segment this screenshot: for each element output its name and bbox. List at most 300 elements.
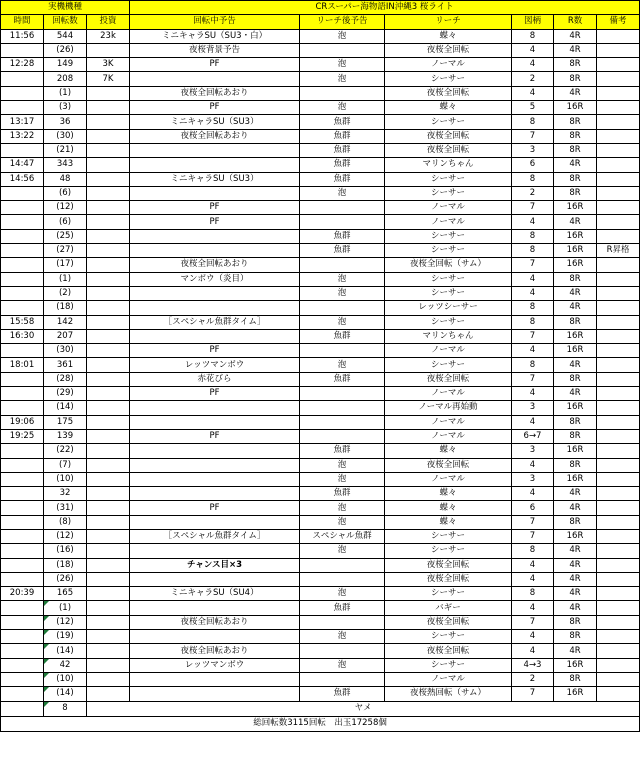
- cell-symbol: 4: [512, 43, 554, 57]
- table-row: [1, 286, 640, 300]
- table-row: [1, 630, 640, 644]
- cell-reach: ノーマル再始動: [385, 401, 512, 415]
- cell-rounds: 16R: [554, 329, 597, 343]
- cell-time: 12:28: [1, 58, 44, 72]
- cell-notice: [130, 687, 300, 701]
- cell-reach: シーサー: [385, 115, 512, 129]
- cell-symbol: 2: [512, 672, 554, 686]
- cell-spins: 149: [44, 58, 87, 72]
- cell-symbol: 4: [512, 86, 554, 100]
- machine-label: 実機機種: [1, 1, 130, 15]
- cell-notice: PF: [130, 58, 300, 72]
- cell-invest: [87, 272, 130, 286]
- cell-symbol: 6→7: [512, 429, 554, 443]
- cell-time: [1, 544, 44, 558]
- cell-reach: マリンちゃん: [385, 158, 512, 172]
- cell-spins: (22): [44, 444, 87, 458]
- table-row: [1, 558, 640, 572]
- cell-symbol: 8: [512, 544, 554, 558]
- cell-rounds: 16R: [554, 101, 597, 115]
- cell-rounds: 16R: [554, 472, 597, 486]
- cell-time: [1, 687, 44, 701]
- cell-note: [597, 630, 640, 644]
- table-row: [1, 186, 640, 200]
- cell-spins: (29): [44, 387, 87, 401]
- cell-rounds: 4R: [554, 601, 597, 615]
- cell-symbol: 8: [512, 244, 554, 258]
- cell-after-reach: 泡: [300, 544, 385, 558]
- cell-spins: (16): [44, 544, 87, 558]
- cell-time: 13:22: [1, 129, 44, 143]
- cell-invest: [87, 301, 130, 315]
- cell-invest: [87, 472, 130, 486]
- cell-reach: ノーマル: [385, 58, 512, 72]
- table-row: [1, 301, 640, 315]
- cell-invest: [87, 43, 130, 57]
- cell-spins: 544: [44, 29, 87, 43]
- column-header-row: [1, 15, 640, 29]
- cell-notice: [130, 458, 300, 472]
- cell-invest: [87, 129, 130, 143]
- table-row: [1, 615, 640, 629]
- cell-time: [1, 186, 44, 200]
- cell-time: [1, 72, 44, 86]
- cell-spins: 165: [44, 587, 87, 601]
- cell-spins: (30): [44, 344, 87, 358]
- cell-notice: [130, 672, 300, 686]
- cell-symbol: 4: [512, 272, 554, 286]
- cell-after-reach: 泡: [300, 458, 385, 472]
- cell-notice: [130, 401, 300, 415]
- table-row: [1, 544, 640, 558]
- cell-reach: 蝶々: [385, 444, 512, 458]
- col-rounds: R数: [554, 15, 597, 29]
- cell-symbol: 3: [512, 143, 554, 157]
- cell-notice: レッツマンボウ: [130, 658, 300, 672]
- cell-reach: 蝶々: [385, 487, 512, 501]
- cell-spins: 208: [44, 72, 87, 86]
- cell-note: [597, 615, 640, 629]
- cell-reach: シーサー: [385, 172, 512, 186]
- cell-reach: シーサー: [385, 272, 512, 286]
- table-row: [1, 444, 640, 458]
- cell-after-reach: [300, 43, 385, 57]
- cell-invest: [87, 186, 130, 200]
- cell-rounds: 4R: [554, 215, 597, 229]
- cell-spins: (1): [44, 272, 87, 286]
- cell-invest: [87, 372, 130, 386]
- table-row: [1, 372, 640, 386]
- cell-invest: [87, 644, 130, 658]
- cell-rounds: 8R: [554, 429, 597, 443]
- table-row: [1, 143, 640, 157]
- cell-symbol: 7: [512, 615, 554, 629]
- table-row: [1, 458, 640, 472]
- cell-spins: 36: [44, 115, 87, 129]
- cell-notice: ミニキャラSU（SU3・白）: [130, 29, 300, 43]
- cell-after-reach: 泡: [300, 58, 385, 72]
- cell-note: [597, 344, 640, 358]
- cell-rounds: 8R: [554, 172, 597, 186]
- cell-time: [1, 372, 44, 386]
- cell-rounds: 4R: [554, 544, 597, 558]
- cell-time: 14:56: [1, 172, 44, 186]
- cell-spins: (12): [44, 201, 87, 215]
- cell-after-reach: [300, 644, 385, 658]
- cell-notice: ［スペシャル魚群タイム］: [130, 529, 300, 543]
- cell-spins: (21): [44, 143, 87, 157]
- cell-symbol: 4: [512, 572, 554, 586]
- cell-notice: [130, 329, 300, 343]
- cell-note: [597, 529, 640, 543]
- cell-rounds: 16R: [554, 258, 597, 272]
- cell-rounds: 16R: [554, 401, 597, 415]
- cell-reach: シーサー: [385, 229, 512, 243]
- cell-spins: (10): [44, 472, 87, 486]
- cell-note: [597, 258, 640, 272]
- cell-after-reach: 泡: [300, 72, 385, 86]
- cell-reach: シーサー: [385, 244, 512, 258]
- cell-note: [597, 272, 640, 286]
- cell-rounds: 16R: [554, 344, 597, 358]
- final-spins: 8: [44, 701, 87, 716]
- cell-note: [597, 401, 640, 415]
- cell-notice: [130, 244, 300, 258]
- cell-time: [1, 515, 44, 529]
- col-spins: 回転数: [44, 15, 87, 29]
- cell-symbol: 4: [512, 630, 554, 644]
- cell-invest: [87, 572, 130, 586]
- cell-note: [597, 329, 640, 343]
- cell-symbol: 4: [512, 458, 554, 472]
- cell-spins: (17): [44, 258, 87, 272]
- cell-note: [597, 387, 640, 401]
- col-invest: 投資: [87, 15, 130, 29]
- cell-invest: [87, 515, 130, 529]
- cell-after-reach: [300, 387, 385, 401]
- cell-after-reach: 泡: [300, 658, 385, 672]
- cell-note: [597, 444, 640, 458]
- cell-time: [1, 501, 44, 515]
- table-row: [1, 172, 640, 186]
- cell-reach: ノーマル: [385, 429, 512, 443]
- cell-invest: [87, 501, 130, 515]
- cell-spins: (31): [44, 501, 87, 515]
- table-row: [1, 115, 640, 129]
- table-row: [1, 515, 640, 529]
- col-after-reach: リーチ後予告: [300, 15, 385, 29]
- cell-time: [1, 244, 44, 258]
- cell-rounds: 8R: [554, 129, 597, 143]
- cell-time: [1, 487, 44, 501]
- cell-reach: ノーマル: [385, 387, 512, 401]
- cell-time: [1, 101, 44, 115]
- cell-note: [597, 315, 640, 329]
- cell-rounds: 8R: [554, 615, 597, 629]
- cell-rounds: 8R: [554, 415, 597, 429]
- cell-time: [1, 572, 44, 586]
- cell-spins: (28): [44, 372, 87, 386]
- cell-after-reach: [300, 429, 385, 443]
- table-row: [1, 429, 640, 443]
- cell-time: [1, 387, 44, 401]
- cell-symbol: 5: [512, 101, 554, 115]
- cell-reach: 夜桜全回転: [385, 458, 512, 472]
- cell-time: 16:30: [1, 329, 44, 343]
- cell-time: [1, 272, 44, 286]
- cell-symbol: 8: [512, 358, 554, 372]
- cell-time: [1, 86, 44, 100]
- cell-after-reach: 泡: [300, 501, 385, 515]
- table-row: [1, 415, 640, 429]
- table-row: [1, 329, 640, 343]
- cell-invest: [87, 529, 130, 543]
- cell-after-reach: 泡: [300, 186, 385, 200]
- cell-symbol: 3: [512, 472, 554, 486]
- cell-spins: (10): [44, 672, 87, 686]
- cell-symbol: 8: [512, 229, 554, 243]
- cell-time: [1, 43, 44, 57]
- cell-after-reach: [300, 401, 385, 415]
- cell-rounds: 8R: [554, 72, 597, 86]
- cell-time: [1, 201, 44, 215]
- cell-note: [597, 644, 640, 658]
- cell-notice: [130, 572, 300, 586]
- cell-notice: PF: [130, 344, 300, 358]
- cell-spins: 32: [44, 487, 87, 501]
- cell-note: [597, 587, 640, 601]
- cell-rounds: 16R: [554, 658, 597, 672]
- cell-rounds: 8R: [554, 186, 597, 200]
- cell-after-reach: 泡: [300, 472, 385, 486]
- cell-after-reach: [300, 201, 385, 215]
- cell-spins: 142: [44, 315, 87, 329]
- cell-rounds: 16R: [554, 244, 597, 258]
- table-row: [1, 472, 640, 486]
- cell-notice: [130, 186, 300, 200]
- cell-after-reach: スペシャル魚群: [300, 529, 385, 543]
- cell-invest: [87, 244, 130, 258]
- cell-after-reach: 魚群: [300, 115, 385, 129]
- cell-notice: [130, 444, 300, 458]
- cell-reach: マリンちゃん: [385, 329, 512, 343]
- table-row: [1, 272, 640, 286]
- cell-time: [1, 458, 44, 472]
- cell-reach: 夜桜全回転: [385, 129, 512, 143]
- cell-reach: ノーマル: [385, 215, 512, 229]
- cell-spins: 343: [44, 158, 87, 172]
- cell-time: [1, 229, 44, 243]
- cell-reach: シーサー: [385, 658, 512, 672]
- cell-notice: [130, 515, 300, 529]
- cell-note: [597, 301, 640, 315]
- cell-after-reach: [300, 344, 385, 358]
- cell-spins: (12): [44, 529, 87, 543]
- cell-symbol: 8: [512, 587, 554, 601]
- cell-after-reach: 泡: [300, 515, 385, 529]
- cell-symbol: 8: [512, 301, 554, 315]
- cell-reach: 蝶々: [385, 101, 512, 115]
- cell-reach: レッツシーサー: [385, 301, 512, 315]
- cell-invest: [87, 587, 130, 601]
- cell-time: [1, 215, 44, 229]
- cell-spins: (3): [44, 101, 87, 115]
- cell-after-reach: 魚群: [300, 229, 385, 243]
- final-text: ヤメ: [87, 701, 640, 716]
- cell-spins: (6): [44, 215, 87, 229]
- cell-after-reach: [300, 215, 385, 229]
- cell-invest: [87, 215, 130, 229]
- table-row: [1, 158, 640, 172]
- table-row: [1, 572, 640, 586]
- cell-rounds: 4R: [554, 301, 597, 315]
- cell-invest: [87, 344, 130, 358]
- cell-symbol: 7: [512, 201, 554, 215]
- cell-note: [597, 501, 640, 515]
- table-row: [1, 215, 640, 229]
- cell-invest: [87, 658, 130, 672]
- cell-rounds: 8R: [554, 315, 597, 329]
- cell-spins: (30): [44, 129, 87, 143]
- cell-symbol: 7: [512, 129, 554, 143]
- cell-note: [597, 558, 640, 572]
- cell-time: [1, 558, 44, 572]
- cell-after-reach: 泡: [300, 286, 385, 300]
- cell-reach: シーサー: [385, 186, 512, 200]
- cell-invest: [87, 687, 130, 701]
- cell-reach: シーサー: [385, 544, 512, 558]
- cell-rounds: 4R: [554, 487, 597, 501]
- cell-symbol: 7: [512, 515, 554, 529]
- cell-spins: 207: [44, 329, 87, 343]
- cell-note: [597, 515, 640, 529]
- cell-reach: ノーマル: [385, 472, 512, 486]
- cell-time: [1, 472, 44, 486]
- cell-after-reach: [300, 558, 385, 572]
- cell-time: [1, 401, 44, 415]
- cell-spins: (14): [44, 401, 87, 415]
- cell-invest: [87, 601, 130, 615]
- cell-rounds: 4R: [554, 572, 597, 586]
- cell-symbol: 8: [512, 29, 554, 43]
- cell-note: [597, 458, 640, 472]
- table-row: [1, 315, 640, 329]
- cell-symbol: 2: [512, 72, 554, 86]
- cell-spins: (27): [44, 244, 87, 258]
- cell-invest: [87, 672, 130, 686]
- cell-notice: [130, 286, 300, 300]
- table-row: [1, 86, 640, 100]
- cell-rounds: 4R: [554, 29, 597, 43]
- cell-notice: [130, 301, 300, 315]
- cell-note: [597, 687, 640, 701]
- table-row: [1, 244, 640, 258]
- cell-notice: チャンス目×3: [130, 558, 300, 572]
- cell-notice: 夜桜全回転あおり: [130, 129, 300, 143]
- cell-rounds: 16R: [554, 687, 597, 701]
- table-row: [1, 587, 640, 601]
- cell-rounds: 4R: [554, 387, 597, 401]
- cell-spins: 42: [44, 658, 87, 672]
- cell-after-reach: 魚群: [300, 172, 385, 186]
- cell-after-reach: 泡: [300, 358, 385, 372]
- cell-rounds: 4R: [554, 644, 597, 658]
- cell-notice: [130, 472, 300, 486]
- cell-invest: [87, 387, 130, 401]
- cell-after-reach: 魚群: [300, 329, 385, 343]
- cell-after-reach: 泡: [300, 101, 385, 115]
- cell-spins: (7): [44, 458, 87, 472]
- col-notice: 回転中予告: [130, 15, 300, 29]
- cell-time: [1, 529, 44, 543]
- cell-spins: (26): [44, 43, 87, 57]
- cell-notice: [130, 601, 300, 615]
- cell-symbol: 7: [512, 687, 554, 701]
- cell-rounds: 8R: [554, 115, 597, 129]
- cell-invest: [87, 415, 130, 429]
- cell-notice: PF: [130, 201, 300, 215]
- cell-rounds: 4R: [554, 86, 597, 100]
- table-row: [1, 43, 640, 57]
- cell-time: [1, 344, 44, 358]
- cell-reach: 夜桜全回転: [385, 86, 512, 100]
- cell-reach: 夜桜全回転: [385, 143, 512, 157]
- table-row: [1, 129, 640, 143]
- cell-symbol: 4→3: [512, 658, 554, 672]
- cell-after-reach: 魚群: [300, 244, 385, 258]
- cell-notice: PF: [130, 215, 300, 229]
- cell-rounds: 16R: [554, 444, 597, 458]
- cell-symbol: 8: [512, 315, 554, 329]
- cell-symbol: 7: [512, 329, 554, 343]
- cell-note: [597, 429, 640, 443]
- cell-after-reach: [300, 301, 385, 315]
- cell-invest: [87, 143, 130, 157]
- table-row: [1, 258, 640, 272]
- cell-invest: [87, 358, 130, 372]
- table-row: [1, 529, 640, 543]
- cell-invest: [87, 101, 130, 115]
- cell-notice: [130, 630, 300, 644]
- table-row: [1, 72, 640, 86]
- cell-reach: シーサー: [385, 358, 512, 372]
- cell-rounds: 8R: [554, 372, 597, 386]
- cell-note: [597, 229, 640, 243]
- cell-spins: (1): [44, 601, 87, 615]
- cell-invest: 23k: [87, 29, 130, 43]
- cell-symbol: 4: [512, 644, 554, 658]
- cell-note: [597, 29, 640, 43]
- cell-note: [597, 572, 640, 586]
- cell-invest: [87, 558, 130, 572]
- cell-note: [597, 358, 640, 372]
- cell-symbol: 4: [512, 558, 554, 572]
- cell-symbol: 4: [512, 415, 554, 429]
- cell-spins: (19): [44, 630, 87, 644]
- cell-symbol: 6: [512, 158, 554, 172]
- cell-rounds: 8R: [554, 672, 597, 686]
- cell-spins: (1): [44, 86, 87, 100]
- cell-invest: [87, 286, 130, 300]
- cell-note: [597, 186, 640, 200]
- table-row: [1, 401, 640, 415]
- cell-after-reach: [300, 572, 385, 586]
- machine-row: [1, 1, 640, 15]
- cell-after-reach: 泡: [300, 587, 385, 601]
- final-time: [1, 701, 44, 716]
- cell-rounds: 8R: [554, 272, 597, 286]
- cell-invest: [87, 487, 130, 501]
